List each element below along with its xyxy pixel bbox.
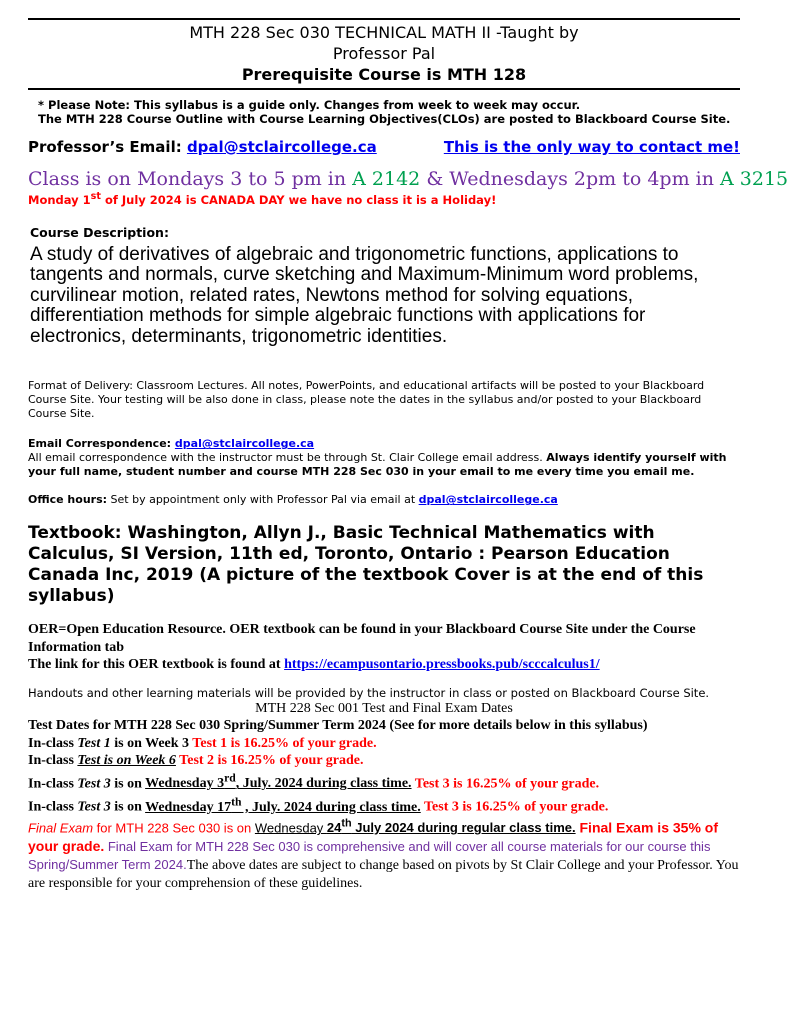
course-title-line2: Professor Pal <box>332 44 436 63</box>
final-exam-block <box>28 816 740 892</box>
email-correspondence-text: All email correspondence with the instructor must be through St. Clair College email address. <box>28 451 547 465</box>
t1-red: Test 1 is 16.25% of your grade. <box>192 735 377 751</box>
oer-link-label: The link for this OER textbook is found at <box>28 657 285 673</box>
t3b-sup: th <box>231 794 242 808</box>
final-sup: th <box>341 818 352 831</box>
prerequisite-line: Prerequisite Course is MTH 128 <box>241 65 527 84</box>
test3a-line <box>28 770 740 793</box>
office-hours-text: Set by appointment only with Professor Pal via email at <box>107 493 419 507</box>
final-d: 24 <box>326 820 342 836</box>
email-correspondence-link[interactable]: dpal@stclaircollege.ca <box>174 437 315 451</box>
t3a-date: Wednesday 3 <box>145 776 225 792</box>
final-e: July 2024 during regular class time. <box>351 820 576 836</box>
test3b-line <box>28 793 740 816</box>
professor-email-link[interactable]: dpal@stclaircollege.ca <box>186 138 377 156</box>
final-f: Final Exam is 35% of your grade. <box>28 819 718 854</box>
t3a-sup: rd <box>224 771 236 785</box>
office-hours-email-link[interactable]: dpal@stclaircollege.ca <box>418 493 558 507</box>
professor-email-label: Professor’s Email: <box>28 138 187 156</box>
final-a: Final Exam <box>28 820 94 836</box>
holiday-notice <box>28 191 740 207</box>
t3b-red: Test 3 is 16.25% of your grade. <box>420 799 609 815</box>
format-of-delivery: Format of Delivery: Classroom Lectures. All notes, PowerPoints, and educational artifacts will be posted to your Blackboard Course Site. Your testing will be also done in class, please note the dates in the syllabus and/or posted to your Blackboard Course Site. <box>28 379 705 421</box>
t3a-red: Test 3 is 16.25% of your grade. <box>411 776 600 792</box>
course-description-label: Course Description: <box>30 224 169 240</box>
room-a2142: A 2142 <box>352 168 421 190</box>
room-a3215: A 3215 <box>720 168 788 190</box>
email-correspondence <box>28 437 740 479</box>
email-correspondence-label: Email Correspondence: <box>28 437 175 451</box>
oer-info <box>28 621 740 674</box>
contact-only-way-link[interactable]: This is the only way to contact me! <box>443 138 740 156</box>
oer-line1: OER=Open Education Resource. OER textbook can be found in your Blackboard Course Site under the Course Information tab <box>28 622 696 655</box>
textbook-info: Textbook: Washington, Allyn J., Basic Technical Mathematics with Calculus, SI Version, 11th ed, Toronto, Ontario : Pearson Education Canada Inc, 2019 (A picture of the textbook Cover is at the end of this syllabus) <box>28 523 704 607</box>
schedule-amp: & <box>420 168 450 190</box>
holiday-text-a: Monday 1 <box>28 192 91 207</box>
t3a-b: Test 3 <box>77 776 111 792</box>
course-title-line1: MTH 228 Sec 030 TECHNICAL MATH II -Taught by <box>189 23 579 42</box>
t2-a: In-class <box>28 753 78 769</box>
t3b-date: Wednesday 17 <box>145 799 232 815</box>
final-c: Wednesday <box>254 820 327 836</box>
oer-textbook-link[interactable]: https://ecampusontario.pressbooks.pub/scccalculus1/ <box>284 657 600 673</box>
schedule-part2: Wednesdays 2pm to 4pm in <box>449 168 720 190</box>
holiday-sup: st <box>90 191 101 202</box>
t3a-c: is on <box>110 776 146 792</box>
t3b-date2: , July. 2024 during class time. <box>241 799 421 815</box>
office-hours <box>28 493 740 507</box>
t1-a: In-class <box>28 735 78 751</box>
syllabus-note <box>28 98 740 126</box>
class-schedule <box>28 168 788 190</box>
t3a-a: In-class <box>28 776 78 792</box>
t2-b: Test is on Week 6 <box>77 753 176 769</box>
holiday-text-b: of July 2024 is CANADA DAY we have no class it is a Holiday! <box>100 192 497 207</box>
test-dates-heading: MTH 228 Sec 001 Test and Final Exam Dates <box>255 700 513 716</box>
schedule-part1: Class is on Mondays 3 to 5 pm in <box>28 168 353 190</box>
t2-red: Test 2 is 16.25% of your grade. <box>175 753 364 769</box>
test2-line <box>28 752 740 770</box>
syllabus-header <box>28 18 740 90</box>
t1-c: is on Week 3 <box>110 735 193 751</box>
t3b-a: In-class <box>28 799 78 815</box>
test-dates <box>28 700 740 893</box>
handouts-info: Handouts and other learning materials will be provided by the instructor in class or posted on Blackboard Course Site. <box>28 685 710 700</box>
t3b-c: is on <box>110 799 146 815</box>
professor-email-row <box>28 138 740 156</box>
course-description-text: A study of derivatives of algebraic and trigonometric functions, applications to tangents and normals, curve sketching and Maximum-Minimum word problems, curvilinear motion, related rates, Newtons method for solving equations, differentiation methods for simple algebraic functions with applications for electronics, determinants, trigonometric identities. <box>30 243 699 347</box>
note-line2: The MTH 228 Course Outline with Course Learning Objectives(CLOs) are posted to Blackboard Course Site. <box>38 112 731 126</box>
t3b-b: Test 3 <box>77 799 111 815</box>
t1-b: Test 1 <box>77 735 111 751</box>
final-b: for MTH 228 Sec 030 is on <box>93 820 255 836</box>
final-h: The above dates are subject to change based on pivots by St Clair College and your Professor. You are responsible for your comprehension of these guidelines. <box>28 858 739 891</box>
final-g: Final Exam for MTH 228 Sec 030 is comprehensive and will cover all course materials for our course this Spring/Summer Term 2024. <box>28 838 711 873</box>
t3a-date2: , July. 2024 during class time. <box>235 776 412 792</box>
email-correspondence-bold: Always identify yourself with your full name, student number and course MTH 228 Sec 030 in your email to me every time you email me. <box>28 451 727 479</box>
office-hours-label: Office hours: <box>28 493 108 507</box>
note-line1: * Please Note: This syllabus is a guide only. Changes from week to week may occur. <box>38 98 581 112</box>
test-dates-line: Test Dates for MTH 228 Sec 030 Spring/Summer Term 2024 (See for more details below in this syllabus) <box>28 718 648 734</box>
test1-line <box>28 735 740 753</box>
